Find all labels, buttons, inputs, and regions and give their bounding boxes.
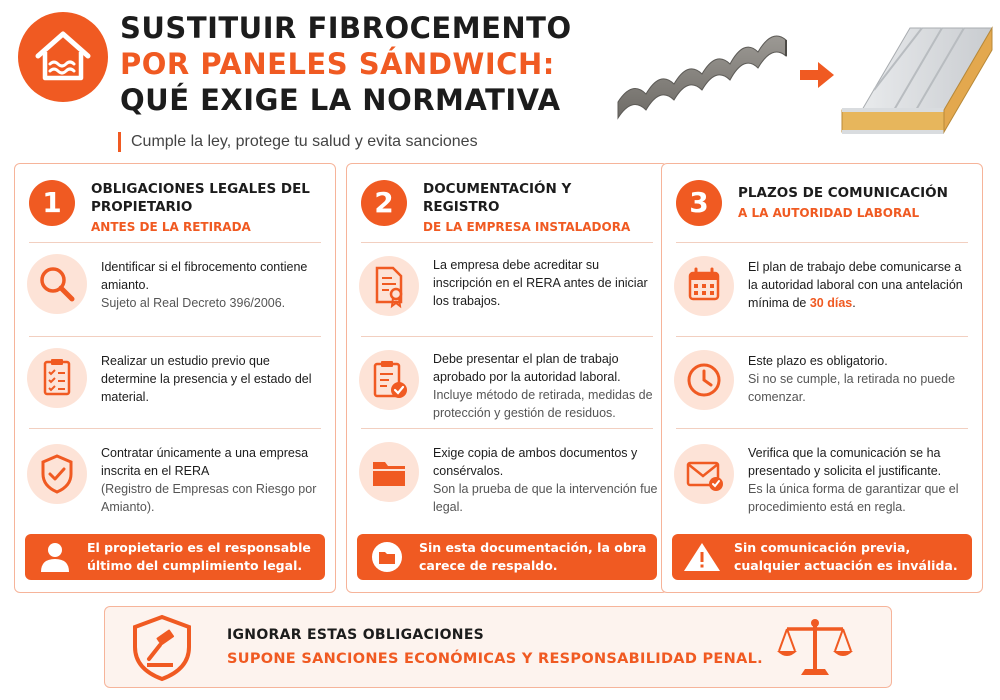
- list-item: [347, 346, 667, 436]
- column-installer-documentation: [346, 163, 668, 593]
- house-water-logo-icon: [18, 12, 108, 102]
- fibrocement-sheet-image: [618, 36, 786, 118]
- clock-icon: [674, 350, 734, 410]
- title-line-2: POR PANELES SÁNDWICH:: [120, 47, 555, 81]
- item-text: Identificar si el fibrocemento contiene amianto.: [101, 260, 308, 292]
- list-item: [662, 440, 982, 530]
- fibrocement-to-sandwich-panel-illustration: [610, 10, 995, 140]
- folder-icon: [359, 442, 419, 502]
- arrow-right-icon: [800, 62, 834, 88]
- step-number-badge: 2: [361, 180, 407, 226]
- step-number-badge: 3: [676, 180, 722, 226]
- item-text: Exige copia de ambos documentos y consérvalos.: [433, 446, 638, 478]
- list-item: [15, 346, 335, 436]
- column-subtitle: ANTES DE LA RETIRADA: [91, 220, 251, 234]
- column-communication-deadlines: [661, 163, 983, 593]
- column-title: OBLIGACIONES LEGALES DEL PROPIETARIO: [91, 181, 310, 215]
- warning-icon: [682, 541, 722, 573]
- divider: [29, 428, 321, 429]
- banner-text: El propietario es el responsable último del cumplimiento legal.: [87, 540, 311, 573]
- calendar-icon: [674, 256, 734, 316]
- item-secondary-text: Son la prueba de que la intervención fue legal.: [433, 482, 658, 514]
- column-title: PLAZOS DE COMUNICACIÓN: [738, 185, 948, 201]
- footer-line-1: IGNORAR ESTAS OBLIGACIONES: [227, 627, 485, 643]
- item-secondary-text: Sujeto al Real Decreto 396/2006.: [101, 296, 286, 310]
- column-banner: [25, 534, 325, 580]
- banner-text: Sin esta documentación, la obra carece de respaldo.: [419, 540, 647, 573]
- list-item: [347, 254, 667, 344]
- folder-icon: [367, 541, 407, 573]
- item-text: Realizar un estudio previo que determine la presencia y el estado del material.: [101, 354, 312, 404]
- column-header: [91, 180, 327, 236]
- column-header: [423, 180, 659, 236]
- list-item: [662, 254, 982, 344]
- column-header: [738, 184, 974, 222]
- column-subtitle: A LA AUTORIDAD LABORAL: [738, 206, 920, 220]
- column-subtitle: DE LA EMPRESA INSTALADORA: [423, 220, 631, 234]
- divider: [29, 336, 321, 337]
- banner-text: Sin comunicación previa, cualquier actuación es inválida.: [734, 540, 958, 573]
- item-text: Contratar únicamente a una empresa inscrita en el RERA: [101, 446, 309, 478]
- clipboard-approved-icon: [359, 350, 419, 410]
- item-secondary-text: Incluye método de retirada, medidas de protección y gestión de residuos.: [433, 388, 653, 420]
- envelope-check-icon: [674, 444, 734, 504]
- item-text: La empresa debe acreditar su inscripción en el RERA antes de iniciar los trabajos.: [433, 258, 648, 308]
- certificate-document-icon: [359, 256, 419, 316]
- divider: [29, 242, 321, 243]
- page-subtitle: Cumple la ley, protege tu salud y evita sanciones: [118, 132, 478, 152]
- item-secondary-text: Si no se cumple, la retirada no puede comenzar.: [748, 372, 956, 404]
- user-icon: [35, 541, 75, 573]
- list-item: [15, 440, 335, 530]
- item-text: El plan de trabajo debe comunicarse a la autoridad laboral con una antelación mínima de 30 días.: [748, 260, 963, 310]
- clipboard-checklist-icon: [27, 348, 87, 408]
- item-secondary-text: Es la única forma de garantizar que el procedimiento está en regla.: [748, 482, 959, 514]
- magnifier-icon: [27, 254, 87, 314]
- page-title: [120, 10, 620, 118]
- divider: [361, 336, 653, 337]
- column-banner: [672, 534, 972, 580]
- divider: [361, 428, 653, 429]
- divider: [676, 428, 968, 429]
- sandwich-panel-image: [842, 28, 992, 134]
- item-secondary-text: (Registro de Empresas con Riesgo por Amianto).: [101, 482, 317, 514]
- title-line-3: QUÉ EXIGE LA NORMATIVA: [120, 83, 561, 117]
- column-banner: [357, 534, 657, 580]
- highlight-days: 30 días: [809, 296, 853, 310]
- list-item: [662, 346, 982, 436]
- divider: [676, 242, 968, 243]
- divider: [361, 242, 653, 243]
- item-text: Verifica que la comunicación se ha presentado y solicita el justificante.: [748, 446, 942, 478]
- list-item: [347, 440, 667, 530]
- step-number-badge: 1: [29, 180, 75, 226]
- item-text: Este plazo es obligatorio.: [748, 354, 888, 368]
- column-title: DOCUMENTACIÓN Y REGISTRO: [423, 181, 572, 215]
- title-line-1: SUSTITUIR FIBROCEMENTO: [120, 11, 572, 45]
- footer-line-2: SUPONE SANCIONES ECONÓMICAS Y RESPONSABILIDAD PENAL.: [227, 651, 763, 667]
- shield-gavel-icon: [127, 613, 197, 683]
- shield-check-icon: [27, 444, 87, 504]
- item-text: Debe presentar el plan de trabajo aprobado por la autoridad laboral.: [433, 352, 621, 384]
- scales-of-justice-icon: [775, 615, 855, 681]
- divider: [676, 336, 968, 337]
- footer-warning: [104, 606, 892, 688]
- list-item: [15, 254, 335, 344]
- column-owner-obligations: [14, 163, 336, 593]
